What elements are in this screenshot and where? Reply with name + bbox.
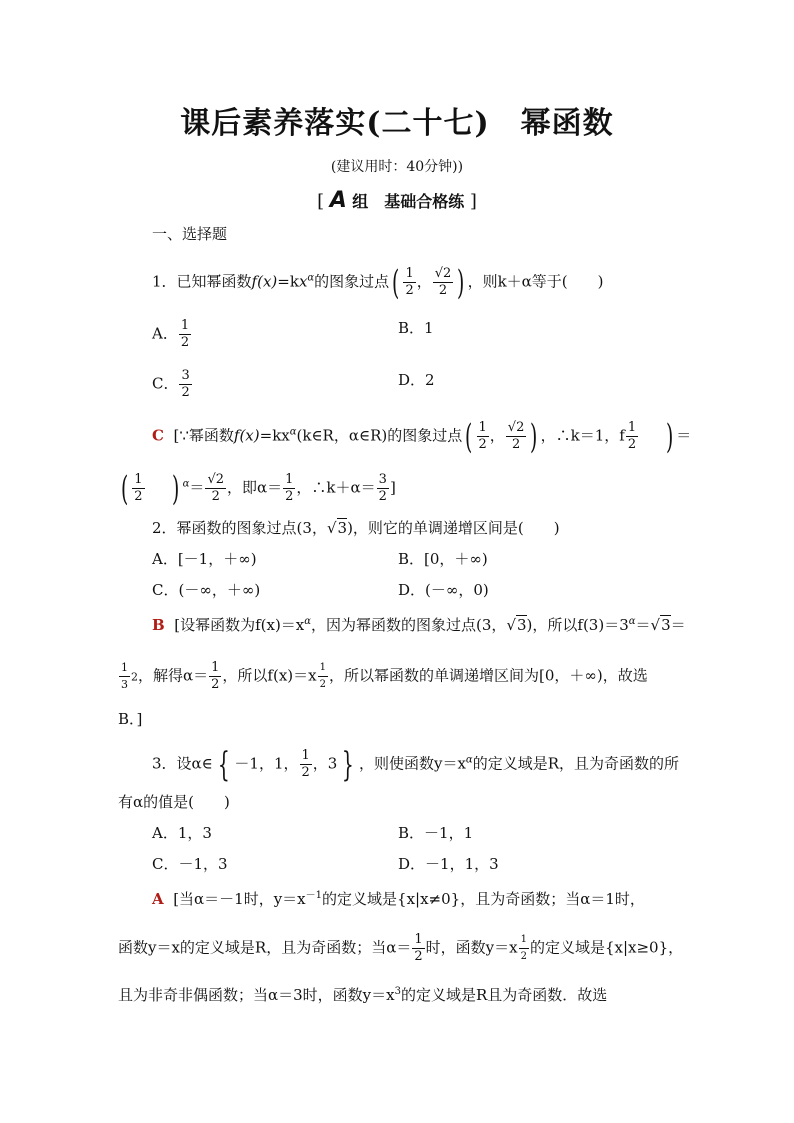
q2-option-b: B．[0，＋∞) xyxy=(398,550,488,568)
q2-option-c: C．(－∞，＋∞) xyxy=(152,581,261,599)
question-1-stem: 1．已知幂函数$f(x)=kx^\alpha$的图象过点( $\frac{1}{2}$ ， $\frac{√2}{2}$ ) ，则k＋α等于( ) xyxy=(152,262,604,303)
q3-option-d: D．－1，1，3 xyxy=(398,855,499,873)
fraction: $\frac{3}{2}$ xyxy=(181,368,190,400)
group-bracket-right: ] xyxy=(469,191,477,212)
q3-option-b: B．－1，1 xyxy=(398,824,474,842)
q2-answer: B xyxy=(152,616,165,634)
q3-solution-line-3: 且为非奇非偶函数；当α＝3时，函数$y=x^3$的定义域是R且为奇函数．故选 xyxy=(118,986,608,1004)
suggested-time: (建议用时：40分钟)) xyxy=(330,159,464,175)
group-heading xyxy=(0,188,794,213)
q1-solution-line-1: C [∵幂函数$f(x)=kx^\alpha(k\in R$，α∈R)的图象过点( $\frac{1}{2}$ ， $\frac{√2}{2}$ ) ，∴k＝1，f $\frac{1}{2}$ ) ＝ xyxy=(152,416,692,457)
q2-solution-line-2: $\frac{1}{3}$ 2，解得α＝ $\frac{1}{2}$ ，所以f(x)＝x $\frac{1}{2}$ ，所以幂函数的单调递增区间为[0，＋∞)，故选 xyxy=(121,660,648,692)
q1-text: =k xyxy=(277,272,299,291)
paren-right: ) xyxy=(457,262,465,303)
fraction: $\frac{1}{2}$ xyxy=(180,318,190,350)
q1-x: x xyxy=(298,272,308,291)
question-3-stem-line-2: 有α的值是( ) xyxy=(118,793,230,811)
q1-solution-line-2: ( $\frac{1}{2}$ ) $^\alpha$＝ $\frac{√2}{2}$ ，即α＝ $\frac{1}{2}$ ，∴k＋α＝ $\frac{3}{2}$ ] xyxy=(120,468,396,509)
q2-option-a: A．[－1，＋∞) xyxy=(152,550,257,568)
question-2-stem: 2．幂函数的图象过点(3，√3)，则它的单调递增区间是( ) xyxy=(152,519,560,537)
q2-solution-line-1: B [设幂函数为$f(x)=x^\alpha$，因为幂函数的图象过点(3，√3)，所以$f(3)=3^\alpha=√3=$ xyxy=(152,616,686,634)
group-label: 组 基础合格练 xyxy=(352,192,465,211)
paren-left: ( xyxy=(392,262,400,303)
q3-option-c: C．－1，3 xyxy=(152,855,228,873)
section-heading: 一、选择题 xyxy=(152,225,228,243)
fraction: $\frac{√2}{2}$ xyxy=(434,266,452,298)
fraction: $\frac{1}{2}$ xyxy=(405,266,414,298)
question-3-stem: 3．设α∈ { －1，1， $\frac{1}{2}$ ，3 } ，则使函数$y=x^\alpha$的定义域是R，且为奇函数的所 xyxy=(152,744,679,785)
q1-text: 的图象过点 xyxy=(314,272,390,291)
q3-solution-line-2: 函数y＝x的定义域是R，且为奇函数；当α＝ $\frac{1}{2}$ 时，函数y＝x $\frac{1}{2}$ 的定义域是{x|x≥0}， xyxy=(118,932,684,964)
q2-solution-line-3: B．] xyxy=(118,710,143,728)
q1-text: ，则k＋α等于( ) xyxy=(467,272,604,291)
q3-option-a: A．1，3 xyxy=(152,824,212,842)
q2-option-d: D．(－∞，0) xyxy=(398,581,489,599)
q1-text: 1．已知幂函数 xyxy=(152,272,252,291)
q1-option-c: C． $\frac{3}{2}$ xyxy=(152,368,190,400)
q1-option-b: B．1 xyxy=(398,319,434,337)
page-title: 课后素养落实(二十七) 幂函数 xyxy=(180,106,614,141)
q3-solution-line-1: A [当α＝－1时，$y=x^{-1}$的定义域是{x|x≠0}，且为奇函数；当α＝1时， xyxy=(152,890,645,908)
q1-alpha: α xyxy=(307,272,315,284)
q3-answer: A xyxy=(152,890,164,908)
group-bracket-left: [ xyxy=(317,191,325,212)
q1-option-d: D．2 xyxy=(398,371,435,389)
q1-answer: C xyxy=(152,426,164,445)
q1-option-a: A． $\frac{1}{2}$ xyxy=(152,318,190,350)
q1-fx: f(x) xyxy=(251,272,278,291)
group-letter: A xyxy=(329,188,347,213)
